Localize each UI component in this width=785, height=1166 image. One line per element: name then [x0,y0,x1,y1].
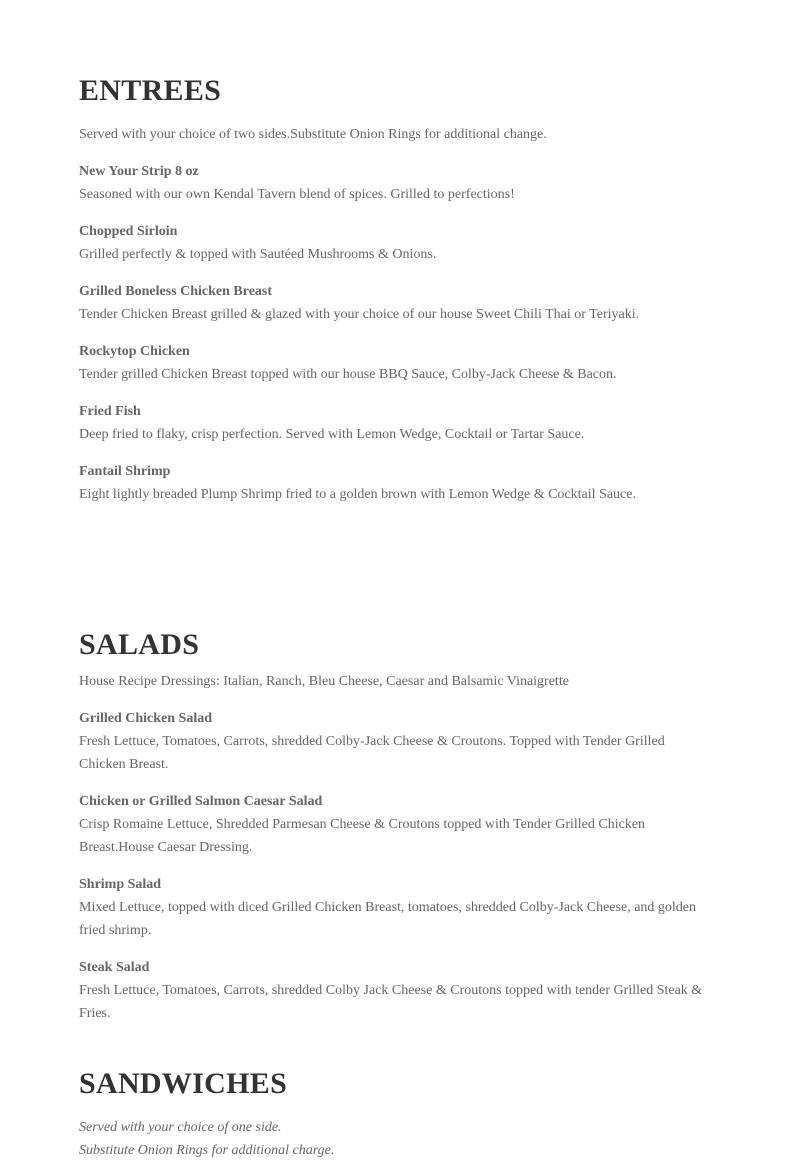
salads-intro: House Recipe Dressings: Italian, Ranch, Bleu Cheese, Caesar and Balsamic Vinaigrette [79,674,569,689]
menu-item [79,873,709,942]
menu-item-name: Rockytop Chicken [79,344,190,359]
entrees-title: ENTREES [79,74,222,107]
menu-item-description: Seasoned with our own Kendal Tavern blend of spices. Grilled to perfections! [79,187,515,202]
menu-item-name: Grilled Chicken Salad [79,711,213,726]
menu-item-name: Fried Fish [79,404,141,419]
menu-item-name: Chicken or Grilled Salmon Caesar Salad [79,794,323,809]
menu-item-name: Steak Salad [79,960,150,975]
menu-item [79,790,709,859]
sandwiches-intro-line-2: Substitute Onion Rings for additional charge. [79,1143,335,1158]
menu-item [79,707,709,776]
menu-item-name: Shrimp Salad [79,877,162,892]
menu-item-description: Grilled perfectly & topped with Sautéed Mushrooms & Onions. [79,247,437,262]
menu-item [79,460,709,506]
menu-item-description: Fresh Lettuce, Tomatoes, Carrots, shredded Colby-Jack Cheese & Croutons. Topped with Tender Grilled Chicken Breast. [79,734,665,772]
menu-item-name: New Your Strip 8 oz [79,164,199,179]
menu-item-description: Tender grilled Chicken Breast topped with our house BBQ Sauce, Colby-Jack Cheese & Bacon. [79,367,617,382]
entrees-intro: Served with your choice of two sides.Substitute Onion Rings for additional change. [79,127,547,142]
menu-item [79,956,709,1025]
menu-item-description: Fresh Lettuce, Tomatoes, Carrots, shredded Colby Jack Cheese & Croutons topped with tender Grilled Steak & Fries. [79,983,703,1021]
menu-item [79,220,709,266]
sandwiches-title: SANDWICHES [79,1067,288,1100]
menu-item [79,160,709,206]
menu-item-name: Grilled Boneless Chicken Breast [79,284,273,299]
menu-item-description: Mixed Lettuce, topped with diced Grilled Chicken Breast, tomatoes, shredded Colby-Jack Cheese, and golden fried shrimp. [79,900,697,938]
menu-item-description: Eight lightly breaded Plump Shrimp fried to a golden brown with Lemon Wedge & Cocktail Sauce. [79,487,636,502]
menu-item-description: Tender Chicken Breast grilled & glazed with your choice of our house Sweet Chili Thai or Teriyaki. [79,307,640,322]
menu-item-name: Chopped Sirloin [79,224,178,239]
menu-item [79,400,709,446]
salads-title: SALADS [79,628,200,661]
sandwiches-section [79,1066,709,1162]
entrees-section [79,73,709,506]
menu-item-description: Deep fried to flaky, crisp perfection. Served with Lemon Wedge, Cocktail or Tartar Sauce. [79,427,585,442]
menu-item-name: Fantail Shrimp [79,464,171,479]
menu-item [79,280,709,326]
menu-item-description: Crisp Romaine Lettuce, Shredded Parmesan Cheese & Croutons topped with Tender Grilled Chicken Breast.House Caesar Dressing. [79,817,646,855]
menu-item [79,340,709,386]
sandwiches-intro-line-1: Served with your choice of one side. [79,1120,282,1135]
salads-section [79,627,709,1025]
